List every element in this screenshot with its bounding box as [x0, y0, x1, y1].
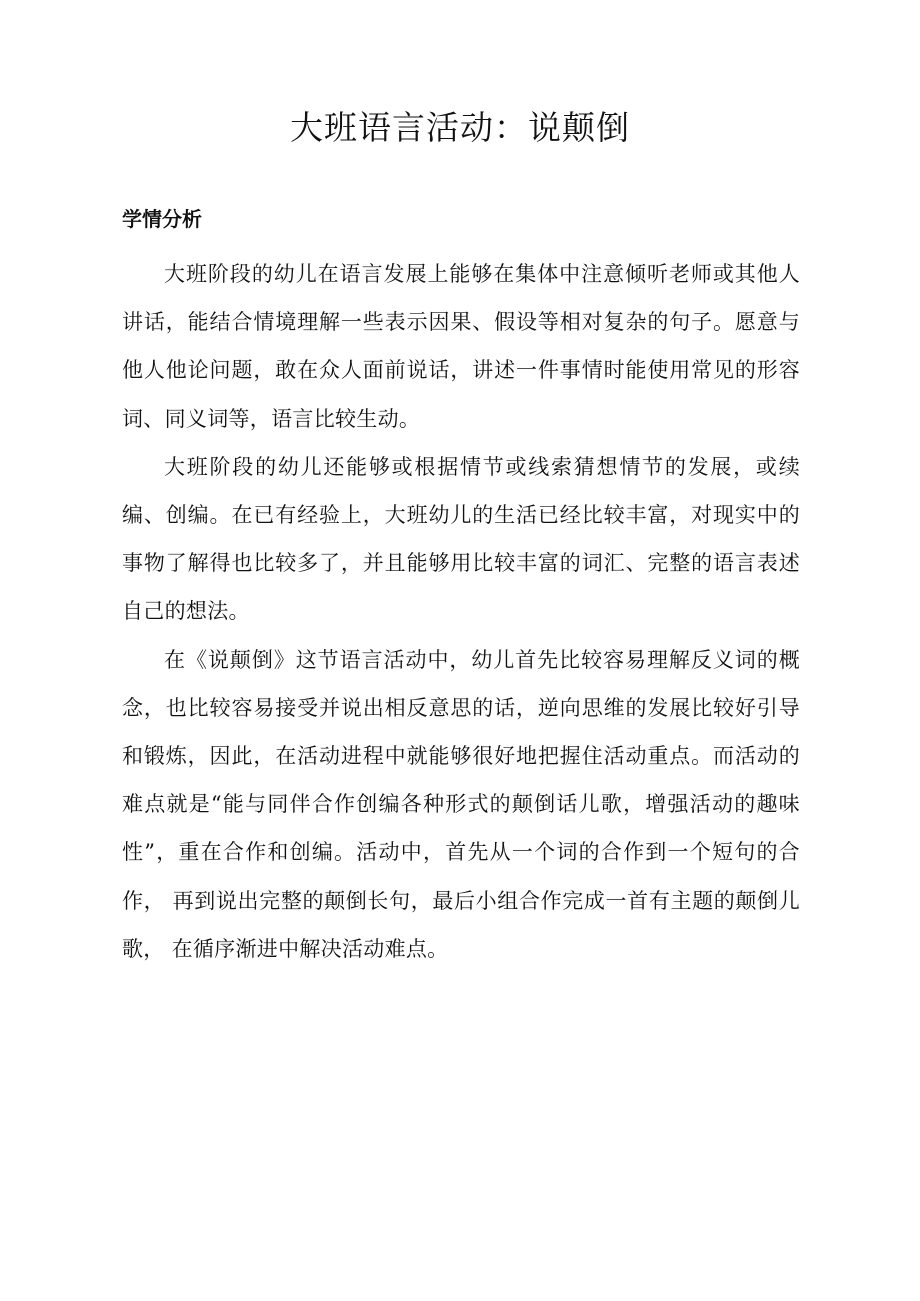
page-title: 大班语言活动：说颠倒 — [290, 108, 630, 147]
paragraph-2: 大班阶段的幼儿还能够或根据情节或线索猜想情节的发展，或续编、创编。在已有经验上，大班幼儿的生活已经比较丰富，对现实中的事物了解得也比较多了，并且能够用比较丰富的词汇、完整的语言表述自己的想法。 — [122, 454, 800, 624]
section-heading: 学情分析 — [122, 207, 202, 231]
paragraph-3: 在《说颠倒》这节语言活动中，幼儿首先比较容易理解反义词的概念，也比较容易接受并说出相反意思的话，逆向思维的发展比较好引导和锻炼，因此，在活动进程中就能够很好地把握住活动重点。而活动的难点就是“能与同伴合作创编各种形式的颠倒话儿歌，增强活动的趣味性”，重在合作和创编。活动中，首先从一个词的合作到一个短句的合作， 再到说出完整的颠倒长句，最后小组合作完成一首有主题的颠倒儿歌， 在循序渐进中解决活动难点。 — [122, 647, 800, 961]
body-text — [122, 250, 800, 973]
paragraph-1: 大班阶段的幼儿在语言发展上能够在集体中注意倾听老师或其他人讲话，能结合情境理解一些表示因果、假设等相对复杂的句子。愿意与他人他论问题，敢在众人面前说话，讲述一件事情时能使用常见的形容词、同义词等，语言比较生动。 — [122, 262, 800, 431]
